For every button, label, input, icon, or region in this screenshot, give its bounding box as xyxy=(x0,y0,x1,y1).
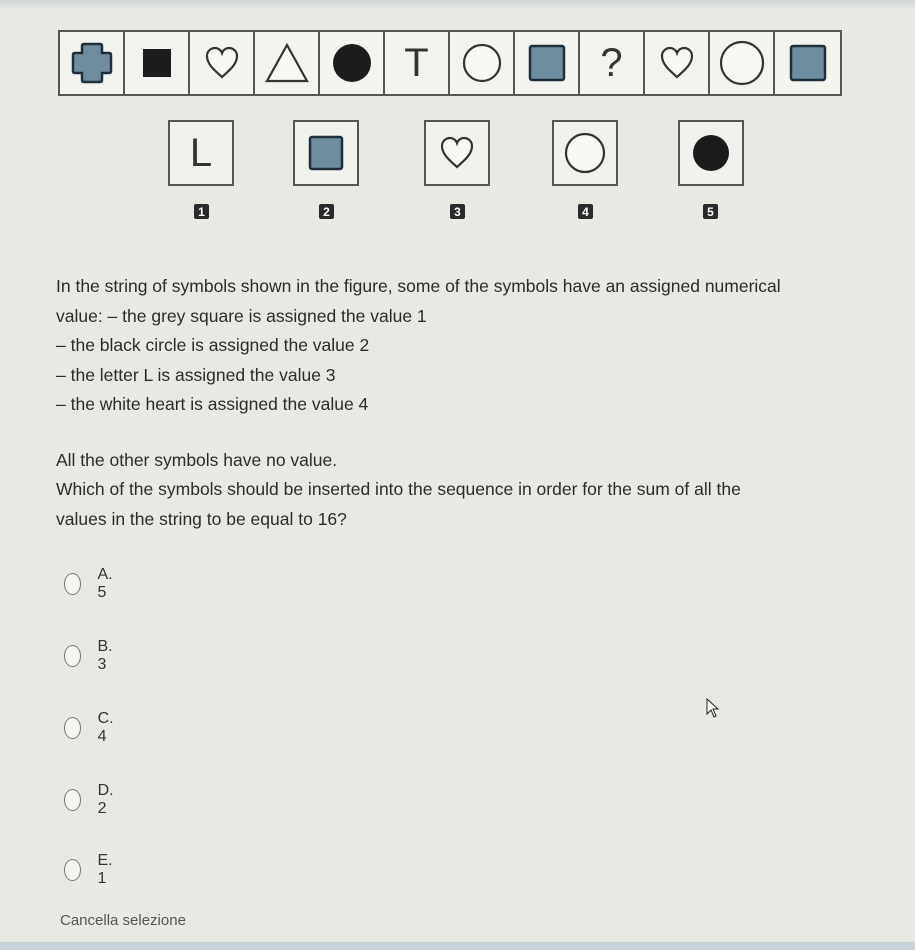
clear-selection-link[interactable]: Cancella selezione xyxy=(60,912,186,929)
radio-button[interactable] xyxy=(64,645,81,667)
question-text xyxy=(56,272,876,534)
grey-square-icon xyxy=(304,131,348,175)
question-line: – the black circle is assigned the value 2 xyxy=(56,335,370,355)
radio-button[interactable] xyxy=(64,573,81,595)
white-circle-icon xyxy=(460,41,504,85)
radio-button[interactable] xyxy=(64,859,81,881)
black-square-icon xyxy=(137,43,177,83)
white-triangle-icon xyxy=(263,41,311,85)
question-line: All the other symbols have no value. xyxy=(56,449,338,470)
white-heart-icon xyxy=(657,43,697,83)
symbol-choices xyxy=(168,120,748,230)
question-line: values in the string to be equal to 16? xyxy=(56,508,347,529)
sequence-cell-7 xyxy=(450,32,515,94)
answer-option-c[interactable] xyxy=(64,710,119,746)
sequence-cell-12 xyxy=(775,32,840,94)
white-circle-icon xyxy=(717,38,767,88)
sequence-cell-6 xyxy=(385,32,450,94)
answer-label: C. 4 xyxy=(97,710,114,745)
choice-box-1 xyxy=(168,120,234,186)
top-edge xyxy=(0,0,915,8)
sequence-cell-1 xyxy=(60,32,125,94)
sequence-cell-8 xyxy=(515,32,580,94)
answer-option-d[interactable] xyxy=(64,782,119,818)
bottom-edge xyxy=(0,942,915,950)
answer-label: B. 3 xyxy=(97,638,113,673)
choice-box-4 xyxy=(552,120,618,186)
sequence-cell-9 xyxy=(580,32,645,94)
question-line: – the white heart is assigned the value 4 xyxy=(56,394,369,414)
mouse-pointer-icon xyxy=(706,698,720,718)
grey-square-icon xyxy=(786,41,830,85)
sequence-cell-4 xyxy=(255,32,320,94)
grey-square-icon xyxy=(525,41,569,85)
choice-letter: L xyxy=(189,130,213,175)
white-heart-icon xyxy=(202,43,242,83)
choice-number-1: 1 xyxy=(194,204,209,219)
black-circle-icon xyxy=(330,41,374,85)
choice-box-2 xyxy=(293,120,359,186)
choice-number-5: 5 xyxy=(703,204,718,219)
grey-cross-icon xyxy=(69,40,115,86)
answer-label: A. 5 xyxy=(97,566,113,601)
sequence-cell-2 xyxy=(125,32,190,94)
answer-label: D. 2 xyxy=(97,782,114,817)
choice-box-3 xyxy=(424,120,490,186)
symbol-sequence xyxy=(58,30,842,96)
spacer xyxy=(56,420,876,446)
answer-option-e[interactable] xyxy=(64,852,118,888)
choice-box-5 xyxy=(678,120,744,186)
black-circle-icon xyxy=(689,131,733,175)
white-circle-icon xyxy=(562,130,608,176)
answer-option-b[interactable] xyxy=(64,638,118,674)
choice-number-4: 4 xyxy=(578,204,593,219)
answer-option-a[interactable] xyxy=(64,566,118,602)
choice-number-3: 3 xyxy=(450,204,465,219)
sequence-cell-3 xyxy=(190,32,255,94)
sequence-cell-11 xyxy=(710,32,775,94)
sequence-cell-10 xyxy=(645,32,710,94)
question-line: value: – the grey square is assigned the value 1 xyxy=(56,305,427,326)
sequence-letter: T xyxy=(404,40,429,85)
sequence-cell-5 xyxy=(320,32,385,94)
radio-button[interactable] xyxy=(64,717,81,739)
white-heart-icon xyxy=(437,133,477,173)
question-line: In the string of symbols shown in the figure, some of the symbols have an assigned numerical xyxy=(56,276,781,296)
question-line: – the letter L is assigned the value 3 xyxy=(56,364,336,385)
answer-label: E. 1 xyxy=(97,852,113,887)
radio-button[interactable] xyxy=(64,789,81,811)
question-mark: ? xyxy=(600,40,623,85)
question-line: Which of the symbols should be inserted into the sequence in order for the sum of all the xyxy=(56,479,741,499)
choice-number-2: 2 xyxy=(319,204,334,219)
